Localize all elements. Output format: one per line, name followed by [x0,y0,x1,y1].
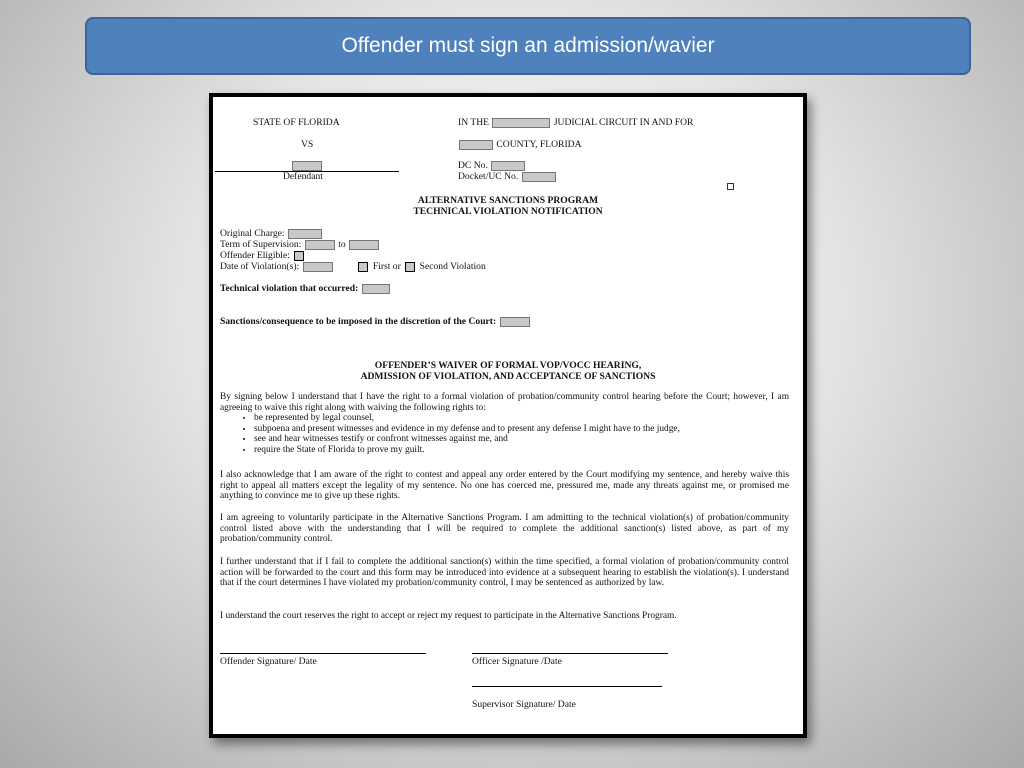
slide-title-bar [85,17,971,75]
first-violation-checkbox[interactable] [358,262,368,272]
term-end-blank[interactable] [349,240,379,250]
waiver-intro [220,392,789,456]
slide-title: Offender must sign an admission/wavier [341,34,715,57]
eligible-line [220,250,306,261]
sanctions-label: Sanctions/consequence to be imposed in the discretion of the Court: [220,316,497,327]
waiver-intro-text: By signing below I understand that I have the right to a formal violation of probation/community control hearing before the Court; however, I am agreeing to waive this right along with waiving the following rights to: [220,392,789,413]
form-page [213,97,803,734]
right-item-confront: • see and hear witnesses testify or confront witnesses against me, and [254,434,789,445]
dc-number-line [458,160,526,171]
term-to-label: to [338,239,346,250]
eligible-label: Offender Eligible: [220,250,290,261]
sanctions-blank[interactable] [500,317,530,327]
offender-signature-line[interactable] [220,653,426,654]
defendant-label: Defendant [283,171,323,182]
original-charge-label: Original Charge: [220,228,285,239]
participate-paragraph: I am agreeing to voluntarily participate in the Alternative Sanctions Program. I am admitting to the technical violation(s) of probation/community control listed above with the understanding that I will be required to complete the additional sanction(s) listed above, as part of my probation/community control. [220,513,789,545]
rights-list [220,413,789,455]
first-or-label: First or [372,261,401,272]
term-line [220,239,380,250]
term-start-blank[interactable] [305,240,335,250]
violation-date-label: Date of Violation(s): [220,261,300,272]
document-frame [209,93,807,738]
state-label: STATE OF FLORIDA [253,117,340,128]
waiver-title-2: ADMISSION OF VIOLATION, AND ACCEPTANCE OF SANCTIONS [360,371,656,382]
program-title: ALTERNATIVE SANCTIONS PROGRAM [417,195,599,206]
eligible-checkbox[interactable] [294,251,304,261]
circuit-blank[interactable] [492,118,550,128]
notification-title: TECHNICAL VIOLATION NOTIFICATION [413,206,603,217]
second-violation-label: Second Violation [419,261,486,272]
county-blank[interactable] [459,140,493,150]
court-prefix: IN THE [458,117,489,128]
failure-paragraph: I further understand that if I fail to complete the additional sanction(s) within the time specified, a formal violation of probation/community control action will be forwarded to the court and this form may be introduced into evidence at a subsequent hearing to establish the violation(s). I understand that if the court determines I have violated my probation/community control, I may be sentenced as authorized by law. [220,557,789,589]
dc-label: DC No. [458,160,488,171]
supervisor-signature-label: Supervisor Signature/ Date [472,699,576,710]
defendant-name-field[interactable] [291,160,323,171]
offender-signature-label: Offender Signature/ Date [220,656,317,667]
court-suffix: JUDICIAL CIRCUIT IN AND FOR [553,117,694,128]
county-line [458,139,582,150]
technical-violation-line [220,283,391,294]
county-label: COUNTY, FLORIDA [496,139,582,150]
original-charge-line [220,228,323,239]
violation-date-line [220,261,486,272]
technical-violation-blank[interactable] [362,284,390,294]
defendant-blank[interactable] [292,161,322,171]
court-line [458,117,693,128]
officer-signature-label: Officer Signature /Date [472,656,562,667]
technical-violation-label: Technical violation that occurred: [220,283,359,294]
second-violation-checkbox[interactable] [405,262,415,272]
docket-blank[interactable] [522,172,556,182]
dc-blank[interactable] [491,161,525,171]
term-label: Term of Supervision: [220,239,302,250]
original-charge-blank[interactable] [288,229,322,239]
sanctions-line [220,316,531,327]
reserve-paragraph: I understand the court reserves the right to accept or reject my request to participate in the Alternative Sanctions Program. [220,611,677,621]
vs-label: VS [301,139,314,150]
officer-signature-line[interactable] [472,653,668,654]
waiver-title-1: OFFENDER’S WAIVER OF FORMAL VOP/VOCC HEARING, [374,360,642,371]
appeal-paragraph: I also acknowledge that I am aware of the right to contest and appeal any order entered by the Court modifying my sentence, and hereby waive this right to appeal all matters except the legality of my sentence. No one has coerced me, pressured me, made any threats against me, or promised me anything to convince me to give up these rights. [220,470,789,502]
right-item-counsel: • be represented by legal counsel, [254,413,789,424]
violation-date-blank[interactable] [303,262,333,272]
docket-label: Docket/UC No. [458,171,519,182]
right-item-prove-guilt: • require the State of Florida to prove my guilt. [254,445,789,456]
supervisor-signature-line[interactable] [472,686,662,687]
docket-line [458,171,557,182]
right-item-subpoena: • subpoena and present witnesses and evidence in my defense and to present any defense I might have to the judge, [254,424,789,435]
corner-checkbox[interactable] [727,183,734,190]
